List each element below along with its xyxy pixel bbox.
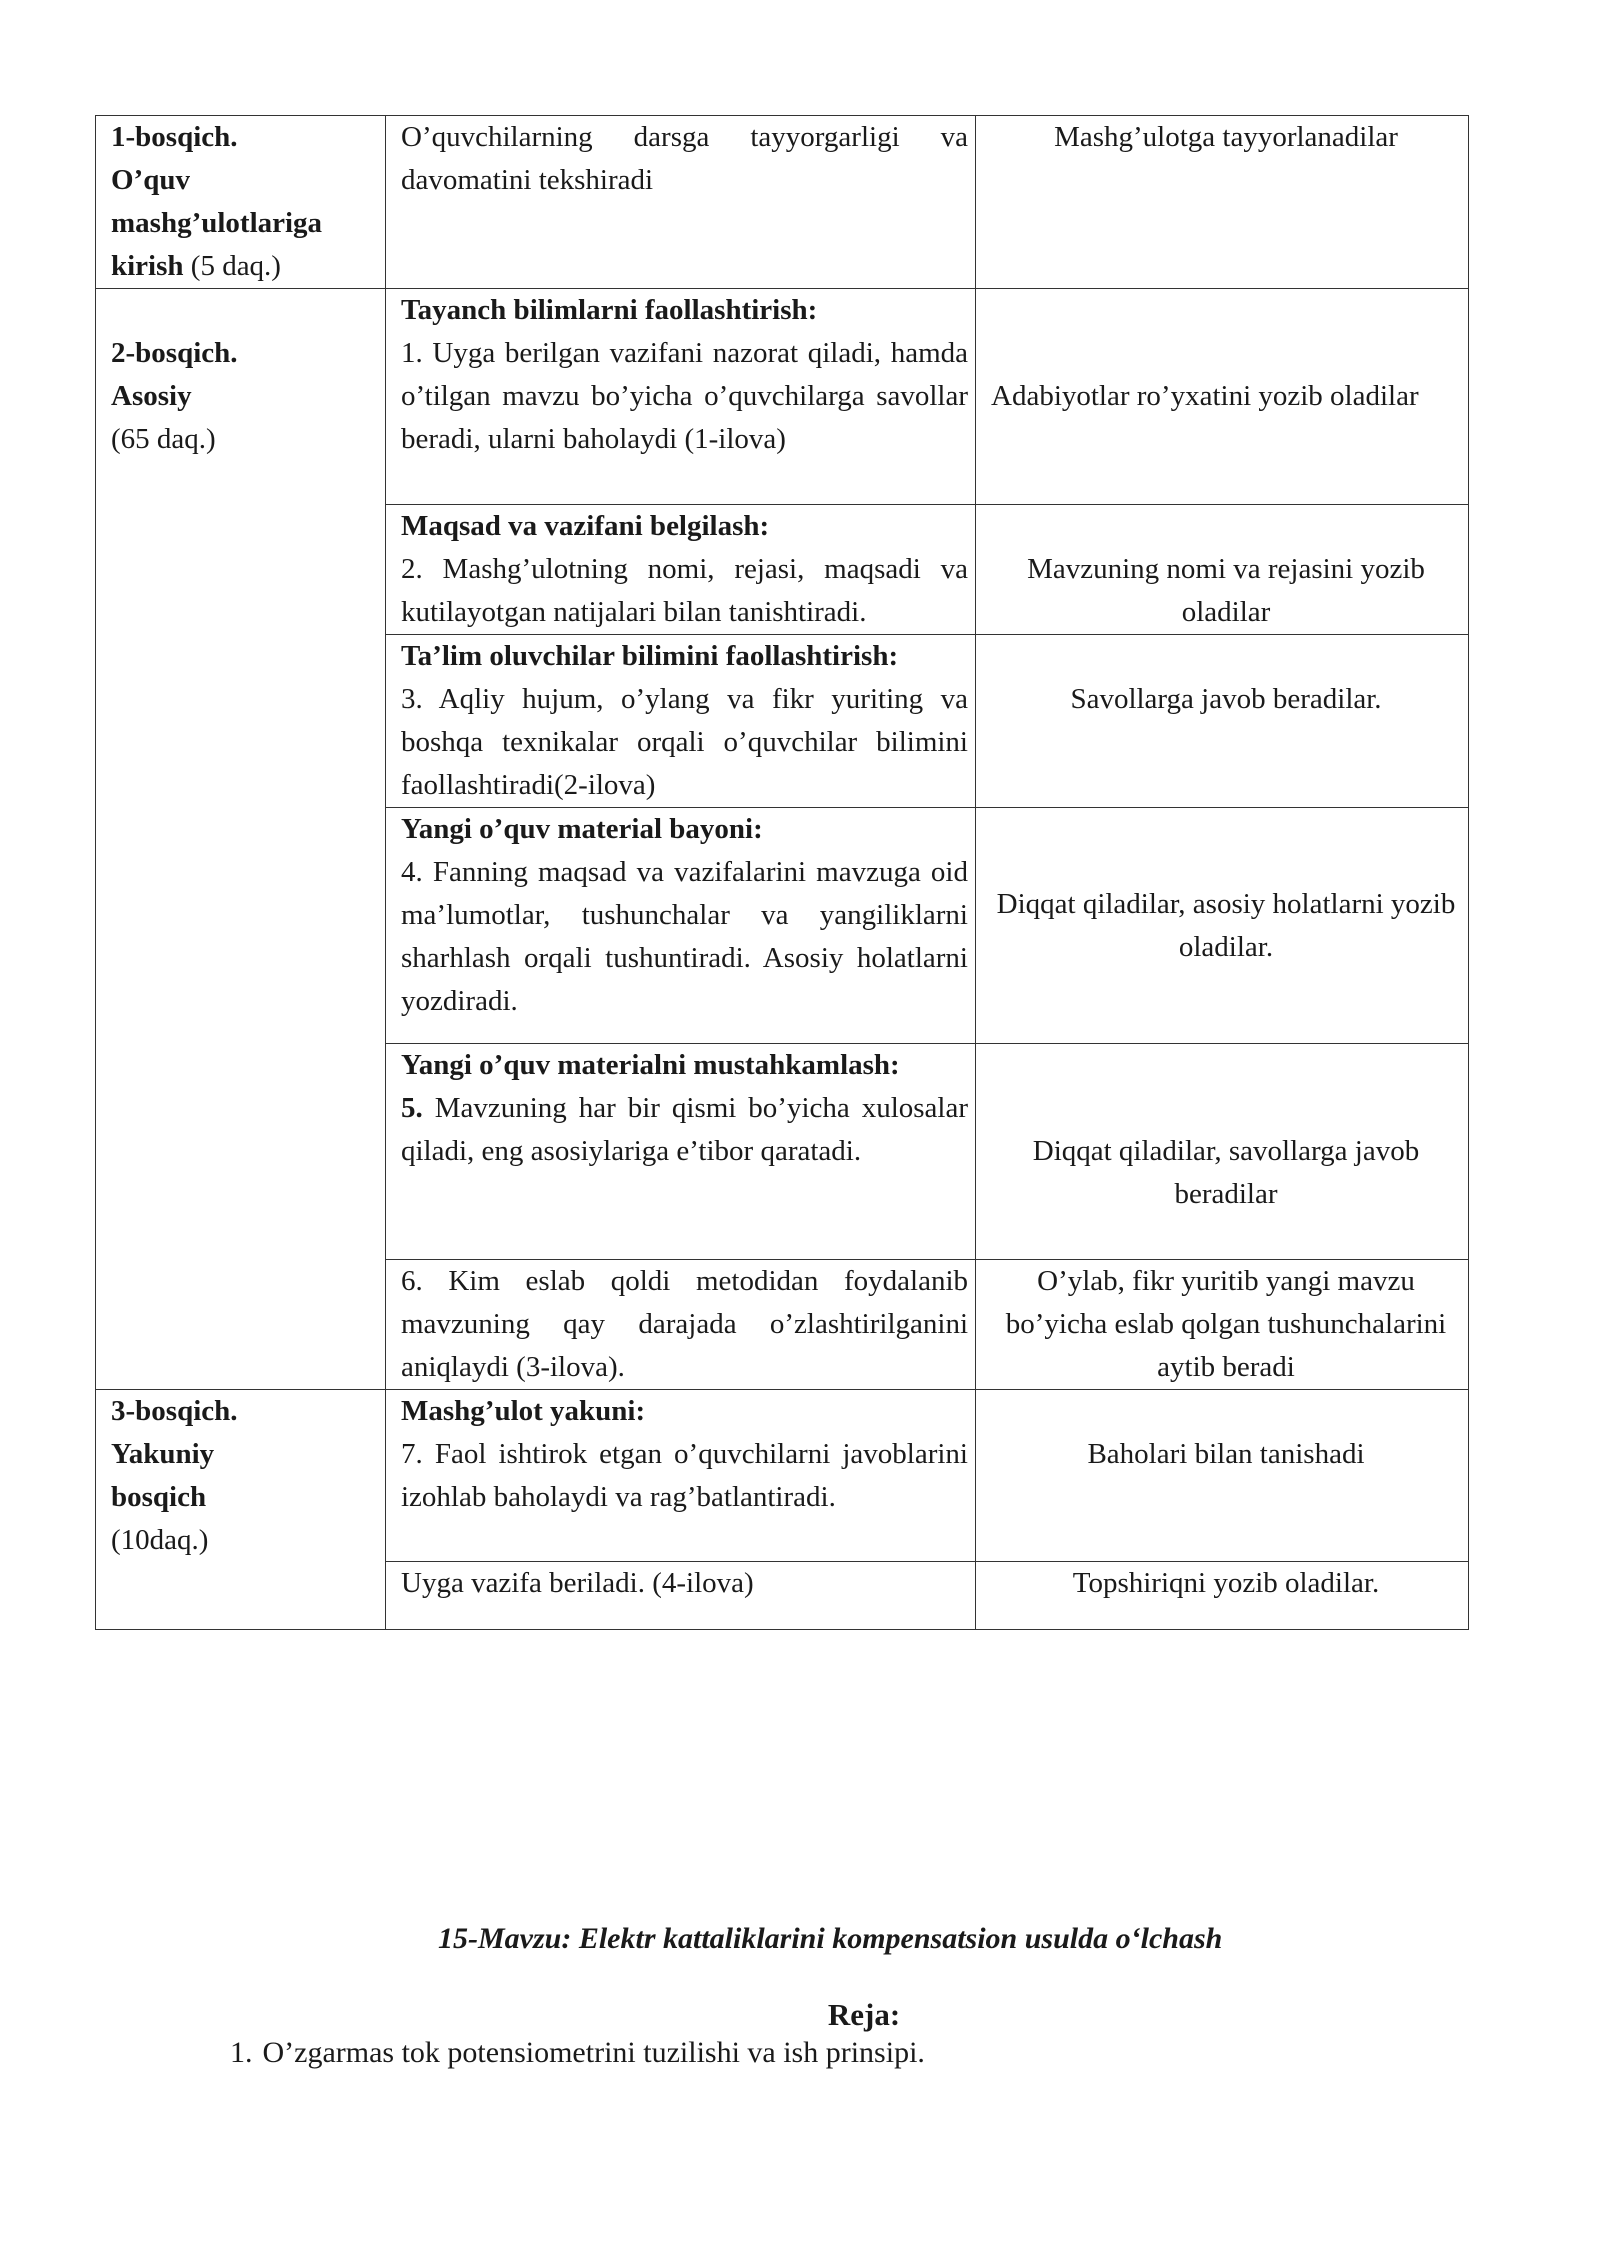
student-activity: Topshiriqni yozib oladilar. [1072, 1567, 1380, 1599]
teacher-activity-cell [386, 1390, 976, 1562]
activity-heading: Tayanch bilimlarni faollashtirish: [401, 294, 818, 326]
student-activity: Savollarga javob beradilar. [1070, 683, 1382, 715]
student-activity-cell [976, 1390, 1469, 1562]
student-activity-cell [976, 635, 1469, 808]
student-activity: Baholari bilan tanishadi [1087, 1438, 1365, 1470]
teacher-activity: 4. Fanning maqsad va vazifalarini mavzuga oid ma’lumotlar, tushunchalar va yangiliklarni sharhlash orqali tushuntiradi. Asosiy holatlarni yozdiradi. [401, 856, 968, 1017]
stage-time: (10daq.) [111, 1524, 209, 1556]
activity-heading: Mashg’ulot yakuni: [401, 1395, 646, 1427]
activity-heading: Ta’lim oluvchilar bilimini faollashtirish: [401, 640, 899, 672]
student-activity-cell [976, 1044, 1469, 1260]
plan-heading: Reja: [827, 1997, 901, 2032]
student-activity-cell [976, 505, 1469, 635]
teacher-activity: 2. Mashg’ulotning nomi, rejasi, maqsadi va kutilayotgan natijalari bilan tanishtiradi. [401, 553, 968, 628]
student-activity-cell [976, 1562, 1469, 1630]
teacher-activity-cell [386, 808, 976, 1044]
student-activity: O’ylab, fikr yuritib yangi mavzu bo’yicha eslab qolgan tushunchalarini aytib beradi [1005, 1265, 1447, 1383]
teacher-activity: O’quvchilarning darsga tayyorgarligi va davomatini tekshiradi [401, 121, 968, 196]
teacher-activity-cell [386, 635, 976, 808]
stage-title: 3-bosqich. Yakuniy bosqich [111, 1395, 238, 1513]
teacher-activity-text: Mavzuning har bir qismi bo’yicha xulosalar qiladi, eng asosiylariga e’tibor qaratadi. [401, 1092, 968, 1167]
student-activity: Diqqat qiladilar, asosiy holatlarni yozib oladilar. [996, 887, 1456, 963]
teacher-activity: 6. Kim eslab qoldi metodidan foydalanib mavzuning qay darajada o’zlashtirilganini aniqlaydi (3-ilova). [401, 1265, 968, 1383]
stage-cell [96, 289, 386, 1390]
plan-list [230, 2036, 925, 2070]
teacher-activity [401, 1087, 968, 1173]
list-item-text: O’zgarmas tok potensiometrini tuzilishi va ish prinsipi. [262, 2036, 925, 2069]
teacher-activity-cell [386, 1562, 976, 1630]
teacher-activity: 7. Faol ishtirok etgan o’quvchilarni javoblarini izohlab baholaydi va rag’batlantiradi. [401, 1438, 968, 1513]
list-item-number: 1. [230, 2036, 253, 2069]
table-row [96, 116, 1469, 289]
lesson-plan-table [95, 115, 1469, 1630]
activity-number: 5. [401, 1092, 423, 1124]
teacher-activity-cell [386, 289, 976, 505]
teacher-activity: 3. Aqliy hujum, o’ylang va fikr yuriting va boshqa texnikalar orqali o’quvchilar bilimini faollashtiradi(2-ilova) [401, 683, 968, 801]
teacher-activity-cell [386, 505, 976, 635]
student-activity: Mavzuning nomi va rejasini yozib oladilar [1027, 553, 1425, 628]
student-activity-cell [976, 1260, 1469, 1390]
stage-title: 1-bosqich. O’quv mashg’ulotlariga kirish [111, 121, 323, 282]
stage-cell [96, 1390, 386, 1630]
list-item [230, 2036, 925, 2070]
activity-heading: Yangi o’quv material bayoni: [401, 813, 763, 845]
teacher-activity: 1. Uyga berilgan vazifani nazorat qiladi, hamda o’tilgan mavzu bo’yicha o’quvchilarga savollar beradi, ularni baholaydi (1-ilova) [401, 337, 968, 455]
table-row [96, 289, 1469, 505]
stage-cell [96, 116, 386, 289]
stage-time: (5 daq.) [190, 250, 281, 282]
stage-title: 2-bosqich. Asosiy [111, 337, 238, 412]
table-row [96, 1390, 1469, 1562]
student-activity-cell [976, 289, 1469, 505]
stage-time: (65 daq.) [111, 423, 216, 455]
student-activity: Diqqat qiladilar, savollarga javob beradilar [1032, 1135, 1420, 1210]
activity-heading: Maqsad va vazifani belgilash: [401, 510, 770, 542]
topic-heading: 15-Mavzu: Elektr kattaliklarini kompensatsion usulda o‘lchash [438, 1922, 1223, 1955]
student-activity: Adabiyotlar ro’yxatini yozib oladilar [991, 380, 1419, 412]
activity-heading: Yangi o’quv materialni mustahkamlash: [401, 1049, 900, 1081]
student-activity-cell [976, 116, 1469, 289]
student-activity-cell [976, 808, 1469, 1044]
student-activity: Mashg’ulotga tayyorlanadilar [1054, 121, 1398, 153]
teacher-activity-cell [386, 116, 976, 289]
teacher-activity-cell [386, 1260, 976, 1390]
teacher-activity-cell [386, 1044, 976, 1260]
teacher-activity: Uyga vazifa beriladi. (4-ilova) [401, 1567, 754, 1599]
